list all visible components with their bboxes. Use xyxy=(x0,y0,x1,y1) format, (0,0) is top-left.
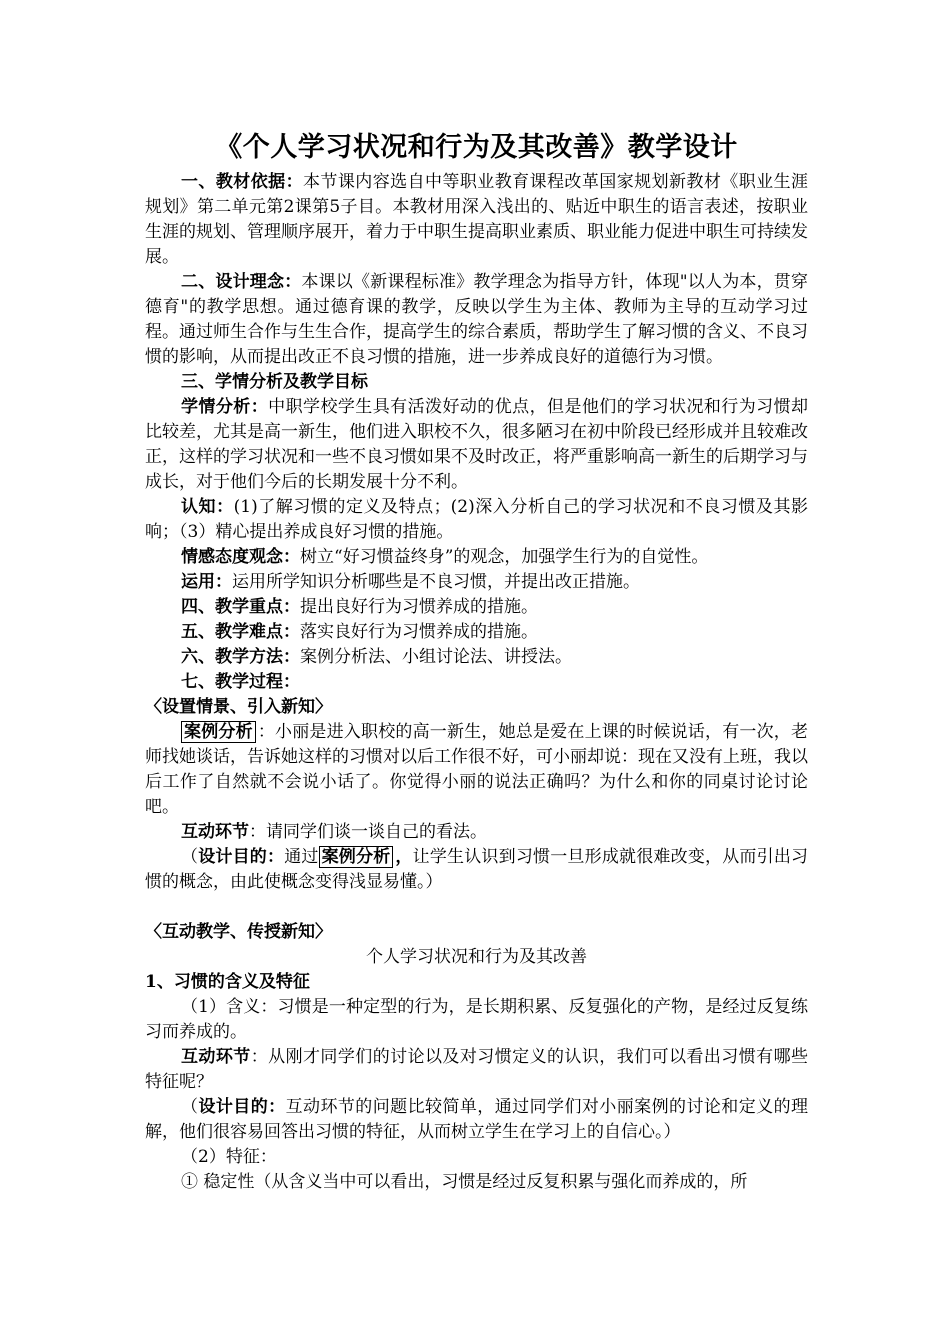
section-heading-analysis: 三、学情分析及教学目标 xyxy=(181,372,368,392)
section-label: 互动环节 xyxy=(181,822,249,842)
section-text: 让学生认识到习惯一旦形成就很难改变，从而引出习惯的概念，由此使概念变得浅显易懂。） xyxy=(145,847,809,892)
section-textbook-basis xyxy=(145,170,808,270)
feature-stability: ① 稳定性（从含义当中可以看出，习惯是经过反复积累与强化而养成的，所 xyxy=(181,1172,748,1192)
design-purpose-2: （设计目的：互动环节的问题比较简单，通过同学们对小丽案例的讨论和定义的理解，他们很容易回答出习惯的特征，从而树立学生在学习上的自信心。） xyxy=(145,1097,809,1142)
section-label: 互动环节 xyxy=(181,1047,251,1067)
habit-features-label: （2）特征： xyxy=(181,1147,277,1167)
heading-habit-meaning: 1、习惯的含义及特征 xyxy=(145,972,310,992)
habit-definition: （1）含义：习惯是一种定型的行为，是长期积累、反复强化的产物，是经过反复练习而养成的。 xyxy=(145,997,808,1042)
document-title: 《个人学习状况和行为及其改善》教学设计 xyxy=(215,132,738,163)
section-process: 七、教学过程： xyxy=(181,672,300,692)
case-label-boxed: 案例分析 xyxy=(181,721,256,743)
section-label: 情感态度观念： xyxy=(181,547,300,567)
section-text: (1)了解习惯的定义及特点；(2)深入分析自己的学习状况和不良习惯及其影响；（3）精心提出养成良好习惯的措施。 xyxy=(145,497,808,542)
section-label: 设计目的： xyxy=(198,847,285,867)
section-label: 五、教学难点： xyxy=(181,622,300,642)
section-label: 认知： xyxy=(181,497,234,517)
section-label: 设计目的： xyxy=(198,1097,286,1117)
blank-line xyxy=(145,895,808,920)
section-text: 提出良好行为习惯养成的措施。 xyxy=(300,597,538,617)
interaction-2 xyxy=(145,1045,808,1095)
lesson-title: 个人学习状况和行为及其改善 xyxy=(366,947,587,967)
section-text: 互动环节的问题比较简单，通过同学们对小丽案例的讨论和定义的理解，他们很容易回答出习惯的特征，从而树立学生在学习上的自信心。） xyxy=(145,1097,809,1142)
section-text: ：请同学们谈一谈自己的看法。 xyxy=(249,822,487,842)
section-text: 落实良好行为习惯养成的措施。 xyxy=(300,622,538,642)
section-key-point xyxy=(145,595,808,620)
student-analysis xyxy=(145,395,808,495)
case-analysis xyxy=(145,720,808,820)
section-label: 四、教学重点： xyxy=(181,597,300,617)
part-heading-teaching: 〈互动教学、传授新知〉 xyxy=(145,922,332,942)
design-purpose-1: （设计目的：通过 案例分析 ，让学生认识到习惯一旦形成就很难改变，从而引出习惯的概念，由此使概念变得浅显易懂。） xyxy=(145,847,809,892)
section-design-concept xyxy=(145,270,808,370)
goal-emotion xyxy=(145,545,808,570)
section-text: ：小丽是进入职校的高一新生，她总是爱在上课的时候说话，有一次，老师找她谈话，告诉她这样的习惯对以后工作很不好，可小丽却说：现在又没有上班，我以后工作了自然就不会说小话了。你觉得小丽的说法正确吗？为什么和你的同桌讨论讨论吧。 xyxy=(145,722,809,817)
section-text: 树立“好习惯益终身”的观念，加强学生行为的自觉性。 xyxy=(300,547,709,567)
section-label: 学情分析： xyxy=(181,397,269,417)
section-methods xyxy=(145,645,808,670)
section-text: 案例分析法、小组讨论法、讲授法。 xyxy=(300,647,572,667)
section-difficulty xyxy=(145,620,808,645)
section-text: 本课以《新课程标准》教学理念为指导方针，体现"以人为本，贯穿德育"的教学思想。通过德育课的教学，反映以学生为主体、教师为主导的互动学习过程。通过师生合作与生生合作，提高学生的综合素质，帮助学生了解习惯的含义、不良习惯的影响，从而提出改正不良习惯的措施，进一步养成良好的道德行为习惯。 xyxy=(145,272,809,367)
section-label: 六、教学方法： xyxy=(181,647,300,667)
section-text: 运用所学知识分析哪些是不良习惯，并提出改正措施。 xyxy=(232,572,640,592)
interaction-1 xyxy=(145,820,808,845)
part-heading-intro: 〈设置情景、引入新知〉 xyxy=(145,697,332,717)
section-text: 本节课内容选自中等职业教育课程改革国家规划新教材《职业生涯规划》第二单元第2课第5子目。本教材用深入浅出的、贴近中职生的语言表述，按职业生涯的规划、管理顺序展开，着力于中职生提高职业素质、职业能力促进中职生可持续发展。 xyxy=(145,172,808,267)
goal-cognition xyxy=(145,495,808,545)
section-text: ：从刚才同学们的讨论以及对习惯定义的认识，我们可以看出习惯有哪些特征呢？ xyxy=(145,1047,809,1092)
goal-application xyxy=(145,570,808,595)
section-text: 中职学校学生具有活泼好动的优点，但是他们的学习状况和行为习惯却比较差，尤其是高一新生，他们进入职校不久，很多陋习在初中阶段已经形成并且较难改正，这样的学习状况和一些不良习惯如果不及时改正，将严重影响高一新生的后期学习与成长，对于他们今后的长期发展十分不利。 xyxy=(145,397,809,492)
section-label: 运用： xyxy=(181,572,232,592)
section-label: 一、教材依据： xyxy=(181,172,303,192)
case-label-boxed: 案例分析 xyxy=(319,846,394,868)
section-label: 二、设计理念： xyxy=(181,272,302,292)
document-page xyxy=(145,128,808,1195)
